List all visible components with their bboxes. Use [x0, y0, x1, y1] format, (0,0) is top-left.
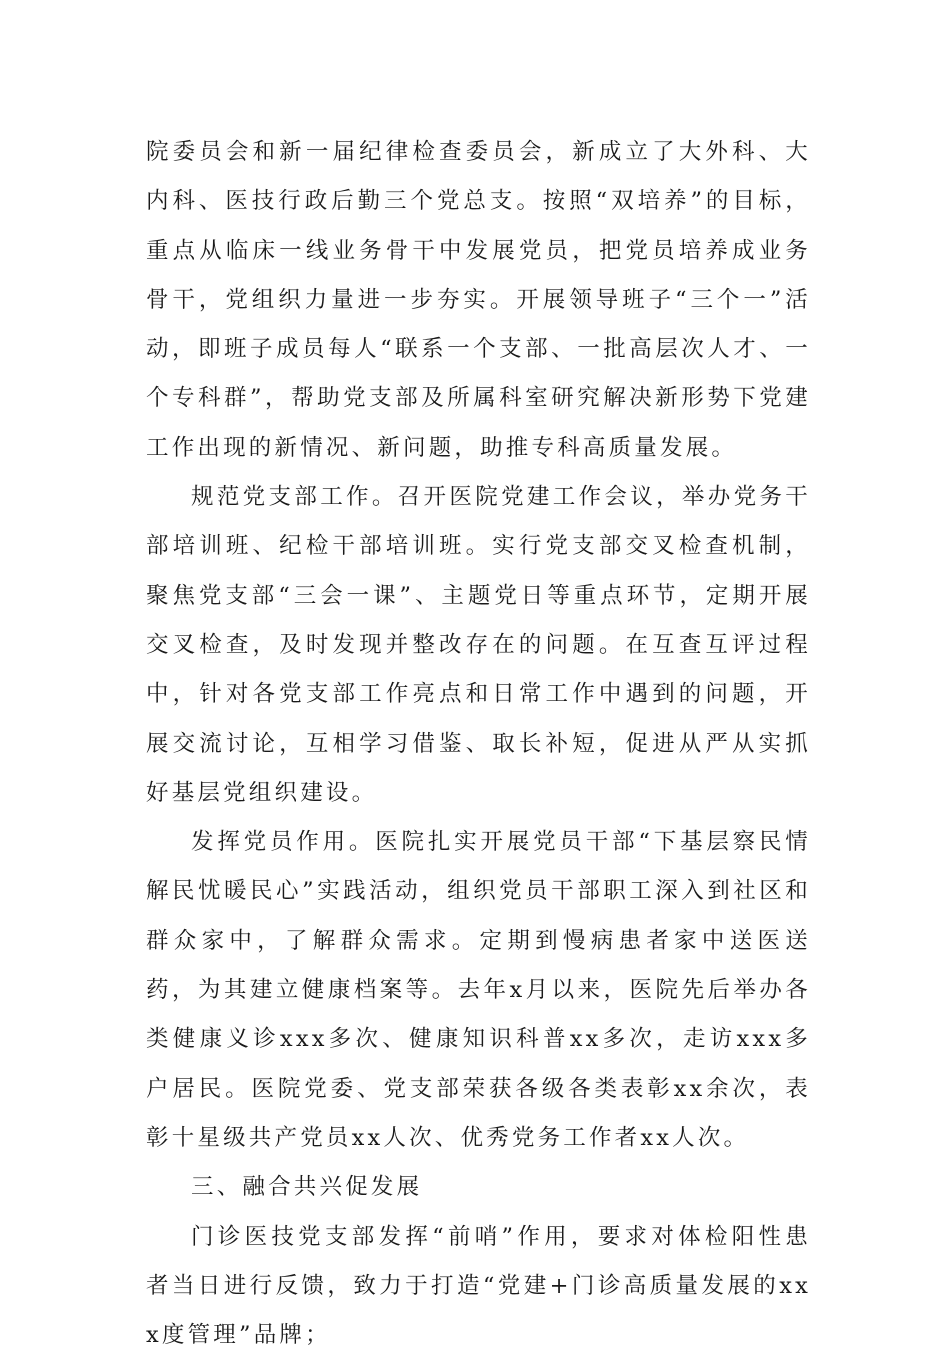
paragraph-member-role: 发挥党员作用。医院扎实开展党员干部“下基层察民情解民忧暖民心”实践活动，组织党员干部职工深入到社区和群众家中，了解群众需求。定期到慢病患者家中送医送药，为其建立健康档案等。去年x月以来，医院先后举办各类健康义诊xxx多次、健康知识科普xx多次，走访xxx多户居民。医院党委、党支部荣获各级各类表彰xx余次，表彰十星级共产党员xx人次、优秀党务工作者xx人次。	[146, 829, 811, 1151]
paragraph-party-committee: 院委员会和新一届纪律检查委员会，新成立了大外科、大内科、医技行政后勤三个党总支。按照“双培养”的目标，重点从临床一线业务骨干中发展党员，把党员培养成业务骨干，党组织力量进一步夯实。开展领导班子“三个一”活动，即班子成员每人“联系一个支部、一批高层次人才、一个专科群”，帮助党支部及所属科室研究解决新形势下党建工作出现的新情况、新问题，助推专科高质量发展。	[146, 139, 811, 461]
paragraph-outpatient-branch: 门诊医技党支部发挥“前哨”作用，要求对体检阳性患者当日进行反馈，致力于打造“党建+门诊高质量发展的xxx度管理”品牌；	[146, 1223, 811, 1349]
document-body	[146, 128, 811, 1360]
section-heading: 三、融合共兴促发展	[191, 1174, 423, 1201]
paragraph-standardize-branch-work: 规范党支部工作。召开医院党建工作会议，举办党务干部培训班、纪检干部培训班。实行党支部交叉检查机制，聚焦党支部“三会一课”、主题党日等重点环节，定期开展交叉检查，及时发现并整改存在的问题。在互查互评过程中，针对各党支部工作亮点和日常工作中遇到的问题，开展交流讨论，互相学习借鉴、取长补短，促进从严从实抓好基层党组织建设。	[146, 484, 811, 806]
